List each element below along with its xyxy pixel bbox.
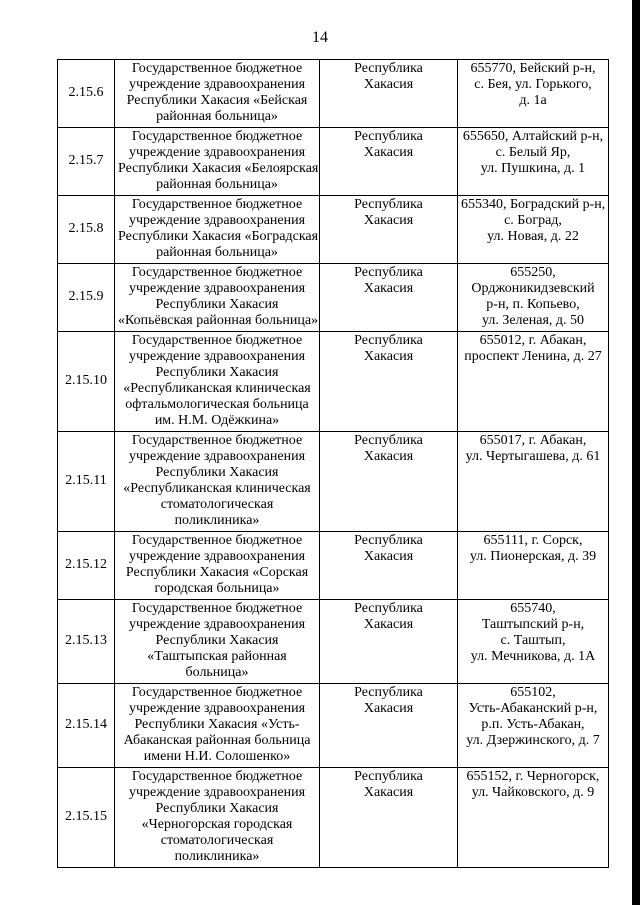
address-line: 655102, [510, 685, 556, 700]
address-line: 655770, Бейский р-н, [470, 61, 596, 76]
row-number-cell [58, 768, 115, 868]
region-cell [320, 684, 458, 768]
region-line: Хакасия [363, 617, 414, 632]
institution-name-line: учреждение здравоохранения [128, 701, 306, 716]
address-line: с. Боград, [504, 213, 562, 228]
table-row [58, 684, 609, 768]
institution-name-line: Государственное бюджетное [131, 265, 303, 280]
region-cell [320, 600, 458, 684]
address-line: р.п. Усть-Абакан, [481, 717, 585, 732]
address-line: 655650, Алтайский р-н, [462, 129, 604, 144]
institution-name-line: поликлиника» [174, 849, 260, 864]
address-line: ул. Мечникова, д. 1А [470, 649, 596, 664]
address-line: с. Белый Яр, [495, 145, 571, 160]
address-line: 655111, г. Сорск, [483, 533, 583, 548]
institution-name-line: стоматологическая [160, 833, 274, 848]
institution-name-line: Республики Хакасия [155, 633, 279, 648]
page-number: 14 [312, 29, 328, 46]
institution-name-line: учреждение здравоохранения [128, 549, 306, 564]
institution-name-line: поликлиника» [174, 513, 260, 528]
institution-name-cell [115, 196, 320, 264]
address-cell [458, 60, 609, 128]
institution-name-line: Государственное бюджетное [131, 685, 303, 700]
institution-name-line: Государственное бюджетное [131, 769, 303, 784]
row-number: 2.15.9 [68, 289, 104, 304]
region-cell [320, 768, 458, 868]
institution-name-line: Республики Хакасия «Сорская [125, 565, 309, 580]
institution-name-line: Республики Хакасия [155, 801, 279, 816]
institution-name-line: учреждение здравоохранения [128, 145, 306, 160]
row-number: 2.15.8 [68, 221, 104, 236]
institution-name-line: Абаканская районная больница [123, 733, 311, 748]
row-number-cell [58, 128, 115, 196]
institution-name-line: «Таштыпская районная [147, 649, 287, 664]
institution-name-line: Республики Хакасия [155, 365, 279, 380]
institution-name-line: Республики Хакасия «Боградская [118, 229, 319, 244]
institution-name-line: им. Н.М. Одёжкина» [154, 413, 280, 428]
row-number-cell [58, 60, 115, 128]
institution-name-cell [115, 60, 320, 128]
row-number-cell [58, 532, 115, 600]
institution-name-line: Государственное бюджетное [131, 333, 303, 348]
region-line: Республика [354, 433, 423, 448]
institution-name-line: Государственное бюджетное [131, 129, 303, 144]
institution-name-line: Государственное бюджетное [131, 533, 303, 548]
institution-name-cell [115, 332, 320, 432]
region-cell [320, 432, 458, 532]
address-line: с. Таштып, [500, 633, 566, 648]
address-cell [458, 264, 609, 332]
region-line: Республика [354, 197, 423, 212]
row-number-cell [58, 264, 115, 332]
institution-name-line: Республики Хакасия [155, 465, 279, 480]
region-line: Хакасия [363, 145, 414, 160]
institution-name-line: имени Н.И. Солошенко» [143, 749, 291, 764]
row-number-cell [58, 600, 115, 684]
institution-name-line: районная больница» [156, 245, 278, 260]
institution-name-line: больница» [185, 665, 249, 680]
row-number: 2.15.6 [68, 85, 104, 100]
region-line: Хакасия [363, 449, 414, 464]
address-line: Орджоникидзевский [471, 281, 595, 296]
row-number-cell [58, 196, 115, 264]
region-line: Хакасия [363, 701, 414, 716]
region-line: Хакасия [363, 77, 414, 92]
address-cell [458, 600, 609, 684]
institution-name-line: Республики Хакасия «Белоярская [118, 161, 319, 176]
address-line: д. 1а [519, 93, 547, 108]
institution-name-line: Республики Хакасия «Бейская [126, 93, 308, 108]
scan-border [632, 0, 640, 905]
region-line: Хакасия [363, 785, 414, 800]
table-row [58, 60, 609, 128]
row-number: 2.15.13 [65, 633, 107, 648]
region-cell [320, 332, 458, 432]
institution-name-line: Государственное бюджетное [131, 61, 303, 76]
institution-name-line: районная больница» [156, 109, 278, 124]
address-cell [458, 768, 609, 868]
table-row [58, 432, 609, 532]
region-line: Республика [354, 265, 423, 280]
region-cell [320, 264, 458, 332]
address-line: Таштыпский р-н, [481, 617, 585, 632]
institution-name-line: «Копьёвская районная больница» [118, 313, 319, 328]
institution-name-line: учреждение здравоохранения [128, 785, 306, 800]
region-line: Республика [354, 333, 423, 348]
region-line: Республика [354, 533, 423, 548]
region-line: Республика [354, 685, 423, 700]
institution-name-line: городская больница» [154, 581, 280, 596]
row-number: 2.15.14 [65, 717, 107, 732]
region-line: Республика [354, 129, 423, 144]
address-line: ул. Чайковского, д. 9 [471, 785, 595, 800]
region-line: Республика [354, 601, 423, 616]
region-line: Хакасия [363, 549, 414, 564]
row-number-cell [58, 332, 115, 432]
institution-name-cell [115, 264, 320, 332]
address-cell [458, 432, 609, 532]
institution-name-cell [115, 600, 320, 684]
institutions-table [57, 59, 609, 868]
address-line: 655017, г. Абакан, [479, 433, 587, 448]
address-line: 655152, г. Черногорск, [466, 769, 600, 784]
region-line: Республика [354, 769, 423, 784]
address-line: ул. Пушкина, д. 1 [480, 161, 586, 176]
institution-name-line: Республики Хакасия [155, 297, 279, 312]
address-cell [458, 128, 609, 196]
address-line: ул. Чертыгашева, д. 61 [465, 449, 601, 464]
institution-name-line: учреждение здравоохранения [128, 213, 306, 228]
institution-name-cell [115, 532, 320, 600]
address-line: 655340, Боградский р-н, [461, 197, 606, 212]
institution-name-line: офтальмологическая больница [125, 397, 309, 412]
address-cell [458, 532, 609, 600]
table-body [58, 60, 609, 868]
institution-name-line: Государственное бюджетное [131, 601, 303, 616]
address-line: ул. Пионерская, д. 39 [469, 549, 597, 564]
address-line: 655012, г. Абакан, [479, 333, 587, 348]
institution-name-line: стоматологическая [160, 497, 274, 512]
row-number: 2.15.10 [65, 373, 107, 388]
institution-name-cell [115, 684, 320, 768]
row-number: 2.15.15 [65, 809, 107, 824]
address-cell [458, 684, 609, 768]
row-number: 2.15.11 [65, 473, 107, 488]
address-line: 655250, [510, 265, 556, 280]
institution-name-cell [115, 768, 320, 868]
table-row [58, 332, 609, 432]
institution-name-line: «Республиканская клиническая [123, 381, 311, 396]
institution-name-line: учреждение здравоохранения [128, 449, 306, 464]
address-cell [458, 332, 609, 432]
institution-name-line: учреждение здравоохранения [128, 349, 306, 364]
region-line: Хакасия [363, 281, 414, 296]
region-cell [320, 532, 458, 600]
institution-name-line: Государственное бюджетное [131, 433, 303, 448]
address-line: ул. Новая, д. 22 [487, 229, 579, 244]
region-line: Республика [354, 61, 423, 76]
table-row [58, 128, 609, 196]
address-line: ул. Дзержинского, д. 7 [466, 733, 600, 748]
address-line: Усть-Абаканский р-н, [468, 701, 598, 716]
row-number: 2.15.12 [65, 557, 107, 572]
institution-name-line: учреждение здравоохранения [128, 77, 306, 92]
region-line: Хакасия [363, 349, 414, 364]
address-line: 655740, [510, 601, 556, 616]
table-row [58, 532, 609, 600]
region-cell [320, 60, 458, 128]
institution-name-cell [115, 128, 320, 196]
table-row [58, 196, 609, 264]
institution-name-cell [115, 432, 320, 532]
row-number-cell [58, 432, 115, 532]
institution-name-line: Государственное бюджетное [131, 197, 303, 212]
institution-name-line: учреждение здравоохранения [128, 281, 306, 296]
institution-name-line: учреждение здравоохранения [128, 617, 306, 632]
region-cell [320, 128, 458, 196]
address-cell [458, 196, 609, 264]
address-line: с. Бея, ул. Горького, [474, 77, 592, 92]
region-cell [320, 196, 458, 264]
row-number-cell [58, 684, 115, 768]
table-row [58, 768, 609, 868]
institution-name-line: Республики Хакасия «Усть- [134, 717, 300, 732]
region-line: Хакасия [363, 213, 414, 228]
address-line: р-н, п. Копьево, [486, 297, 580, 312]
institution-name-line: «Черногорская городская [141, 817, 293, 832]
address-line: ул. Зеленая, д. 50 [481, 313, 585, 328]
institution-name-line: «Республиканская клиническая [123, 481, 311, 496]
institution-name-line: районная больница» [156, 177, 278, 192]
address-line: проспект Ленина, д. 27 [464, 349, 602, 364]
table-row [58, 600, 609, 684]
table-row [58, 264, 609, 332]
row-number: 2.15.7 [68, 153, 104, 168]
